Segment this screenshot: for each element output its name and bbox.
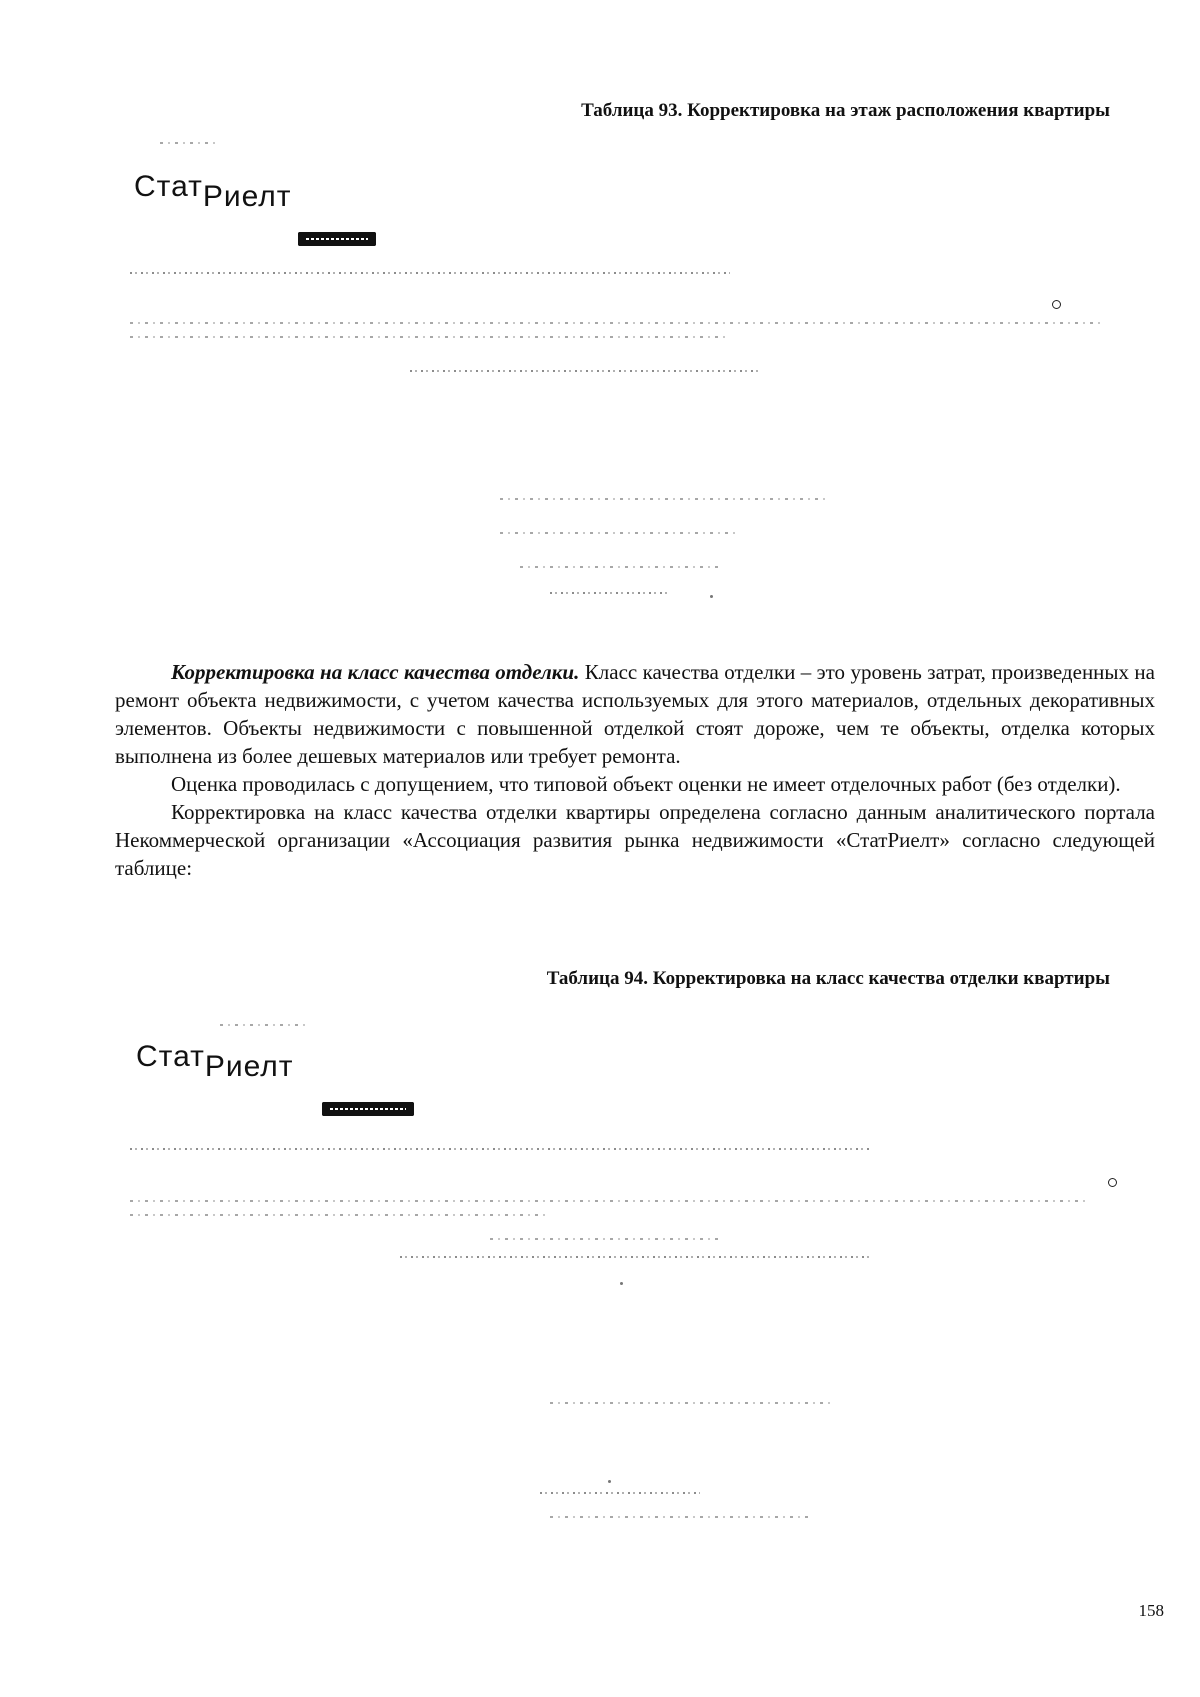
paragraph-lead: Корректировка на класс качества отделки. bbox=[171, 660, 580, 684]
faint-text-line bbox=[520, 566, 720, 568]
paragraph-text: Класс качества отделки – это уровень затрат, произведенных на ремонт объекта недвижимости, с учетом качества используемых для этого материалов, отдельных декоративных элементов. Объекты недвижимости с повышенной отделкой стоят дороже, чем те объекты, отделка которых выполнена из более дешевых материалов или требует ремонта. bbox=[115, 660, 1155, 768]
faint-text-line bbox=[550, 592, 670, 594]
paragraph-text: Корректировка на класс качества отделки квартиры определена согласно данным аналитического портала Некоммерческой организации «Ассоциация развития рынка недвижимости «СтатРиелт» согласно следующей таблице: bbox=[115, 800, 1155, 880]
statrielt-logo bbox=[136, 1040, 294, 1083]
faint-text-line bbox=[500, 532, 740, 534]
faint-text-line bbox=[550, 1402, 830, 1404]
faint-text-line bbox=[400, 1256, 870, 1258]
table-94-screenshot bbox=[130, 1002, 1120, 1522]
circle-mark bbox=[1052, 300, 1061, 309]
faint-heading-line bbox=[130, 1148, 870, 1150]
faint-text-line bbox=[490, 1238, 720, 1240]
dot bbox=[620, 1282, 623, 1285]
paragraph-finish-class bbox=[115, 658, 1155, 770]
faint-text-line bbox=[130, 1200, 1090, 1202]
statrielt-logo bbox=[134, 170, 292, 213]
circle-mark bbox=[1108, 1178, 1117, 1187]
dot bbox=[710, 595, 713, 598]
black-badge bbox=[298, 232, 376, 246]
table-93-caption: Таблица 93. Корректировка на этаж расположения квартиры bbox=[581, 100, 1110, 121]
black-badge bbox=[322, 1102, 414, 1116]
page-number: 158 bbox=[1138, 1601, 1164, 1620]
paragraph-text: Оценка проводилась с допущением, что типовой объект оценки не имеет отделочных работ (без отделки). bbox=[171, 772, 1121, 796]
faint-text-line bbox=[130, 1214, 550, 1216]
faint-heading-line bbox=[130, 272, 730, 274]
faint-text-line bbox=[550, 1516, 810, 1518]
logo-text-part2: Риелт bbox=[202, 180, 292, 213]
faint-text-line bbox=[130, 322, 1105, 324]
logo-text-part1: Стат bbox=[136, 1040, 205, 1073]
paragraph-assumption bbox=[115, 770, 1155, 798]
faint-text-line bbox=[500, 498, 830, 500]
faint-text-line bbox=[160, 142, 220, 144]
faint-text-line bbox=[410, 370, 760, 372]
table-94-caption: Таблица 94. Корректировка на класс качества отделки квартиры bbox=[546, 968, 1110, 989]
table-93-screenshot bbox=[130, 140, 1120, 600]
faint-text-line bbox=[130, 336, 730, 338]
dot bbox=[608, 1480, 611, 1483]
faint-text-line bbox=[220, 1024, 310, 1026]
logo-text-part2: Риелт bbox=[204, 1050, 294, 1083]
paragraph-source bbox=[115, 798, 1155, 882]
body-text bbox=[115, 658, 1155, 882]
faint-text-line bbox=[540, 1492, 700, 1494]
logo-text-part1: Стат bbox=[134, 170, 203, 203]
